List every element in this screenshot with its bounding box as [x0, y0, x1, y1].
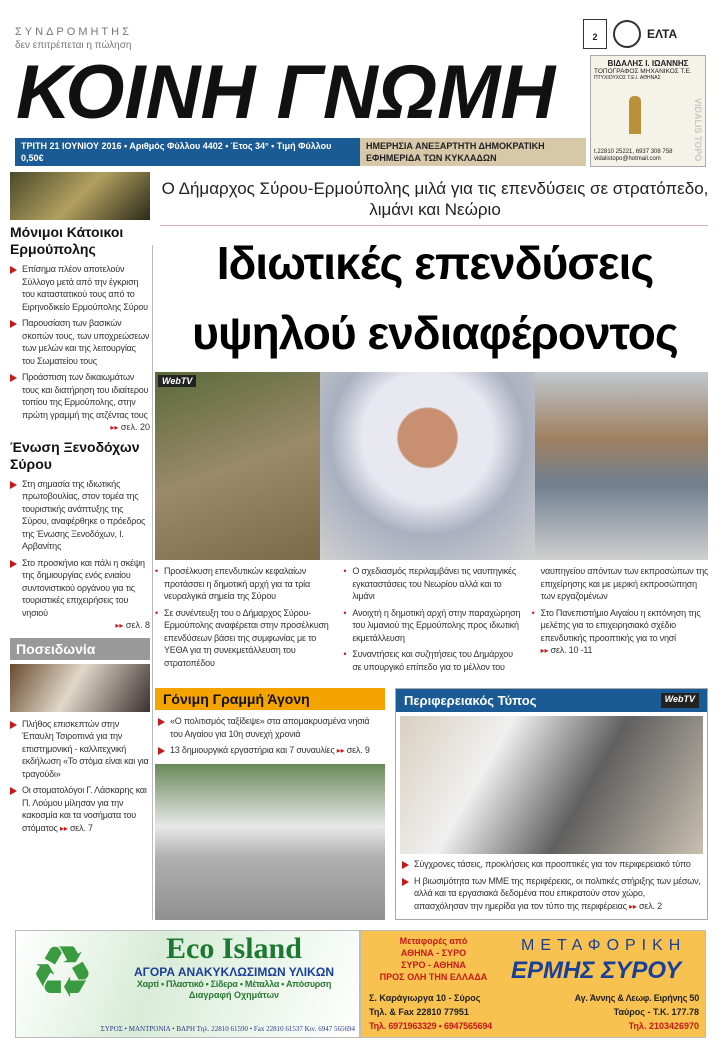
page-ref-label: σελ. 8	[125, 620, 150, 630]
box-bullet	[158, 744, 382, 758]
ermis-ad[interactable]	[360, 930, 706, 1038]
arrow-icon: ▸▸	[629, 901, 637, 911]
ad-address-line: Τηλ. 6971963329 • 6947565694	[369, 1021, 492, 1031]
page-ref-label: σελ. 7	[69, 822, 93, 833]
page-ref-label: σελ. 9	[346, 745, 370, 755]
masthead-title: ΚΟΙΝΗ ΓΝΩΜΗ	[16, 50, 556, 135]
page-ref[interactable]	[10, 421, 150, 435]
arrow-icon: ▸▸	[60, 823, 68, 833]
column-divider	[152, 245, 153, 920]
conference-photo	[400, 716, 703, 854]
divider	[160, 225, 708, 226]
ad-route: ΣΥΡΟ - ΑΘΗΝΑ	[401, 960, 466, 970]
story-bullet: Στη σημασία της ιδιωτικής πρωτοβουλίας, στον τομέα της τουριστικής ανάπτυξης της Σύρου, αναφέρθηκε ο πρόεδρος της Ένωσης Ξενοδόχων, Ι. Αρβανίτης	[10, 478, 150, 553]
webtv-badge[interactable]: WebTV	[158, 375, 196, 387]
seal-logo-icon	[613, 20, 641, 48]
ad-address-line: Τηλ. & Fax 22810 77951	[369, 1007, 469, 1017]
lead-headline[interactable]	[160, 228, 710, 368]
story-bullet: Στο προσκήνιο και πάλι η σκέψη της δημιουργίας ενός ενιαίου συντονιστικού οργάνου για τις τουριστικές επιχειρήσεις του νησιού	[10, 557, 150, 620]
story-bullet: Επίσημα πλέον αποτελούν Σύλλογο μετά από την έγκριση του καταστατικού τους από το Ειρηνοδικείο Ερμούπολης Σύρου	[10, 263, 150, 313]
page-ref-label: σελ. 20	[120, 422, 150, 432]
postage-paid-badge	[583, 19, 607, 49]
elta-logo: ΕΛΤΑ	[647, 27, 678, 41]
story-bullet: Προάσπιση των δικαιωμάτων τους και διατήρηση του ιδιαίτερου τοπίου της Ερμούπολης, στην πρώτη γραμμή της ατζέντας τους	[10, 371, 150, 421]
lead-bullet: • Σε συνέντευξη του ο Δήμαρχος Σύρου-Ερμούπολης αναφέρεται στην προσέλκυση επενδύσεων βάσει της συμφωνίας με το ΥΕΘΑ για τη συνεκμετάλλευση του στρατοπέδου	[155, 607, 333, 670]
story-title[interactable]: Μόνιμοι Κάτοικοι Ερμούπολης	[10, 224, 124, 257]
eco-island-ad[interactable]	[15, 930, 360, 1038]
box-bullet-text: 13 δημιουργικά εργαστήρια και 7 συναυλίες	[170, 745, 335, 755]
ad-address-right	[537, 991, 699, 1033]
box-bullet: Σύγχρονες τάσεις, προκλήσεις και προοπτικές για τον περιφερειακό τύπο	[402, 858, 701, 871]
box-bullet	[402, 875, 701, 914]
ad-line: Διαγραφή Οχημάτων	[188, 990, 280, 1000]
regional-press-box	[395, 688, 708, 920]
harbour-photo	[535, 372, 708, 560]
ad-email: vidalistopo@hotmail.com	[594, 156, 661, 162]
lead-columns	[155, 565, 710, 683]
box-bullet-text: Η βιωσιμότητα των ΜΜΕ της περιφέρειας, οι πολιτικές στήριξης των μέσων, αλλά και τα εργασιακά δεδομένα που επικρατούν στον χώρο, απασχόλησαν την ημερίδα για τον τύπο της περιφέρειας	[414, 875, 701, 911]
page-ref-label: σελ. 2	[639, 900, 662, 911]
story-bullet-text: Οι στοματολόγοι Γ. Λάσκαρης και Π. Λούμου μίλησαν για την κακοσμία και τα νοσήματα του στόματος	[22, 785, 147, 833]
ad-routes	[361, 935, 506, 983]
surveyor-figure-icon	[629, 96, 641, 134]
not-for-sale-label: δεν επιτρέπεται η πώληση	[15, 40, 132, 51]
box-title[interactable]	[396, 689, 707, 712]
lead-photo	[155, 372, 708, 560]
page-ref[interactable]	[541, 645, 593, 655]
ad-title: ΤΟΠΟΓΡΑΦΟΣ ΜΗΧΑΝΙΚΟΣ Τ.Ε.	[594, 68, 692, 75]
ad-address-line: Αγ. Άννης & Λεωφ. Ειρήνης 50	[574, 993, 699, 1003]
headline-line: Ιδιωτικές επενδύσεις	[216, 237, 654, 289]
lead-bullet	[532, 607, 710, 658]
lead-subtitle: Ο Δήμαρχος Σύρου-Ερμούπολης μιλά για τις επενδύσεις σε στρατόπεδο, λιμάνι και Νεώριο	[161, 179, 709, 219]
ad-line: Χαρτί • Πλαστικό • Σίδερα • Μέταλλα • Απόσυρση	[136, 979, 332, 989]
page-ref[interactable]	[10, 619, 150, 633]
recycle-icon: ♻	[30, 933, 95, 1013]
ad-address-line: Τηλ. 2103426970	[628, 1021, 699, 1031]
box-bullet: «Ο πολιτισμός ταξίδεψε» στα απομακρυσμένα νησιά του Αιγαίου για 10η συνεχή χρονιά	[158, 715, 382, 740]
ad-name: ΒΙΔΑΛΗΣ Ι. ΙΩΑΝΝΗΣ	[607, 59, 689, 68]
headline-line: υψηλού ενδιαφέροντος	[192, 307, 678, 359]
page-ref[interactable]	[60, 823, 93, 833]
camp-photo	[155, 372, 320, 560]
story-title[interactable]: Ένωση Ξενοδόχων Σύρου	[10, 438, 140, 472]
ad-sub: ΠΤΥΧΙΟΥΧΟΣ Τ.Ε.Ι. ΑΘΗΝΑΣ	[594, 75, 661, 81]
ad-route: ΠΡΟΣ ΟΛΗ ΤΗΝ ΕΛΛΑΔΑ	[379, 972, 488, 982]
dateline-bar	[15, 138, 586, 166]
ad-address-left	[369, 991, 531, 1033]
ad-kicker: ΜΕΤΑΦΟΡΙΚΗ	[521, 937, 687, 954]
tagline: ΗΜΕΡΗΣΙΑ ΑΝΕΞΑΡΤΗΤΗ ΔΗΜΟΚΡΑΤΙΚΗ ΕΦΗΜΕΡΙΔΑ ΤΩΝ ΚΥΚΛΑΔΩΝ	[360, 138, 586, 166]
ad-address-line: Σ. Καράγιωργα 10 - Σύρος	[369, 993, 481, 1003]
residents-photo	[10, 172, 150, 220]
ad-line: ΑΓΟΡΑ ΑΝΑΚΥΚΛΩΣΙΜΩΝ ΥΛΙΚΩΝ	[134, 965, 334, 979]
ad-brand: VIDALIS TOPO	[693, 98, 703, 162]
event-photo	[10, 664, 150, 712]
webtv-badge[interactable]: WebTV	[661, 693, 699, 708]
ad-brand: ΕΡΜΗΣ ΣΥΡΟΥ	[511, 957, 682, 984]
page-ref-label: σελ. 10 -11	[550, 645, 593, 655]
story-bullet	[10, 784, 150, 835]
box-title-text: Περιφερειακός Τύπος	[404, 693, 537, 708]
ad-brand: Eco Island	[166, 932, 302, 965]
story-title[interactable]: Ποσειδωνία	[10, 638, 150, 660]
ad-route: Μεταφορές από	[399, 936, 468, 946]
story-bullet: Πλήθος επισκεπτών στην Έπαυλη Τσιροπινά για την επιστημονική - καλλιτεχνική εκδήλωση «Το στόμα είναι και για τραγούδι»	[10, 718, 150, 781]
ad-route: ΑΘΗΝΑ - ΣΥΡΟ	[400, 948, 467, 958]
ad-contact: ΣΥΡΟΣ • ΜΑΝΤΡΟΝΙΑ • ΒΑΡΗ Τηλ. 22810 61590 • Fax 22810 61537 Κιν. 6947 565694	[100, 1025, 355, 1033]
ad-address-line: Ταύρος - Τ.Κ. 177.78	[613, 1007, 699, 1017]
box-title[interactable]: Γόνιμη Γραμμή Άγονη	[155, 688, 385, 710]
lead-bullet: • Προσέλκυση επενδυτικών κεφαλαίων προτάσσει η δημοτική αρχή για τα τρία νευραλγικά σημεία της Σύρου	[155, 565, 333, 603]
ad-contact	[594, 149, 686, 163]
page-ref[interactable]	[337, 745, 370, 755]
postage-number: 2	[592, 32, 598, 42]
arrow-icon: ▸▸	[115, 621, 124, 630]
page-ref[interactable]	[629, 901, 662, 911]
gonimi-box	[155, 688, 385, 920]
lead-bullet: • Συναντήσεις και συζητήσεις του Δημάρχου σε υπουργικό επίπεδο για το μέλλον του ναυπηγείου απόντων των εκπροσώπων της επιχείρησης και με μερική εκπροσώπηση των εργαζομένων	[343, 565, 710, 683]
arrow-icon: ▸▸	[336, 746, 345, 755]
story-bullet: Παρουσίαση των βασικών σκοπών τους, των υποχρεώσεων των μελών και της λειτουργίας του Σωματείου τους	[10, 317, 150, 367]
dateline: ΤΡΙΤΗ 21 ΙΟΥΝΙΟΥ 2016 • Αριθμός Φύλλου 4402 • Έτος 34° • Τιμή Φύλλου 0,50€	[15, 138, 360, 166]
arrow-icon: ▸▸	[110, 423, 119, 432]
sidebar	[10, 172, 150, 835]
mayor-photo	[320, 372, 535, 560]
lead-bullet-text: Στο Πανεπιστήμιο Αιγαίου η εκπόνηση της μελέτης για το επιχειρησιακό σχέδιο επενδυτικής προοπτικής για το νησί	[540, 607, 701, 643]
ad-phones: t.22810 25221, 6937 308 758	[594, 149, 673, 155]
lead-bullet: • Ανοιχτή η δημοτική αρχή στην παραχώρηση του λιμανιού της Ερμούπολης προς ιδιωτική εκμετάλλευση	[343, 607, 521, 645]
postage-logos	[583, 18, 708, 50]
dance-photo	[155, 764, 385, 921]
surveyor-ad[interactable]	[590, 55, 706, 167]
lead-bullet: • Ο σχεδιασμός περιλαμβάνει τις ναυπηγικές εγκαταστάσεις του Νεωρίου αλλά και το λιμάνι	[343, 565, 521, 603]
arrow-icon: ▸▸	[540, 646, 549, 655]
subscriber-label: ΣΥΝΔΡΟΜΗΤΗΣ	[15, 26, 132, 38]
